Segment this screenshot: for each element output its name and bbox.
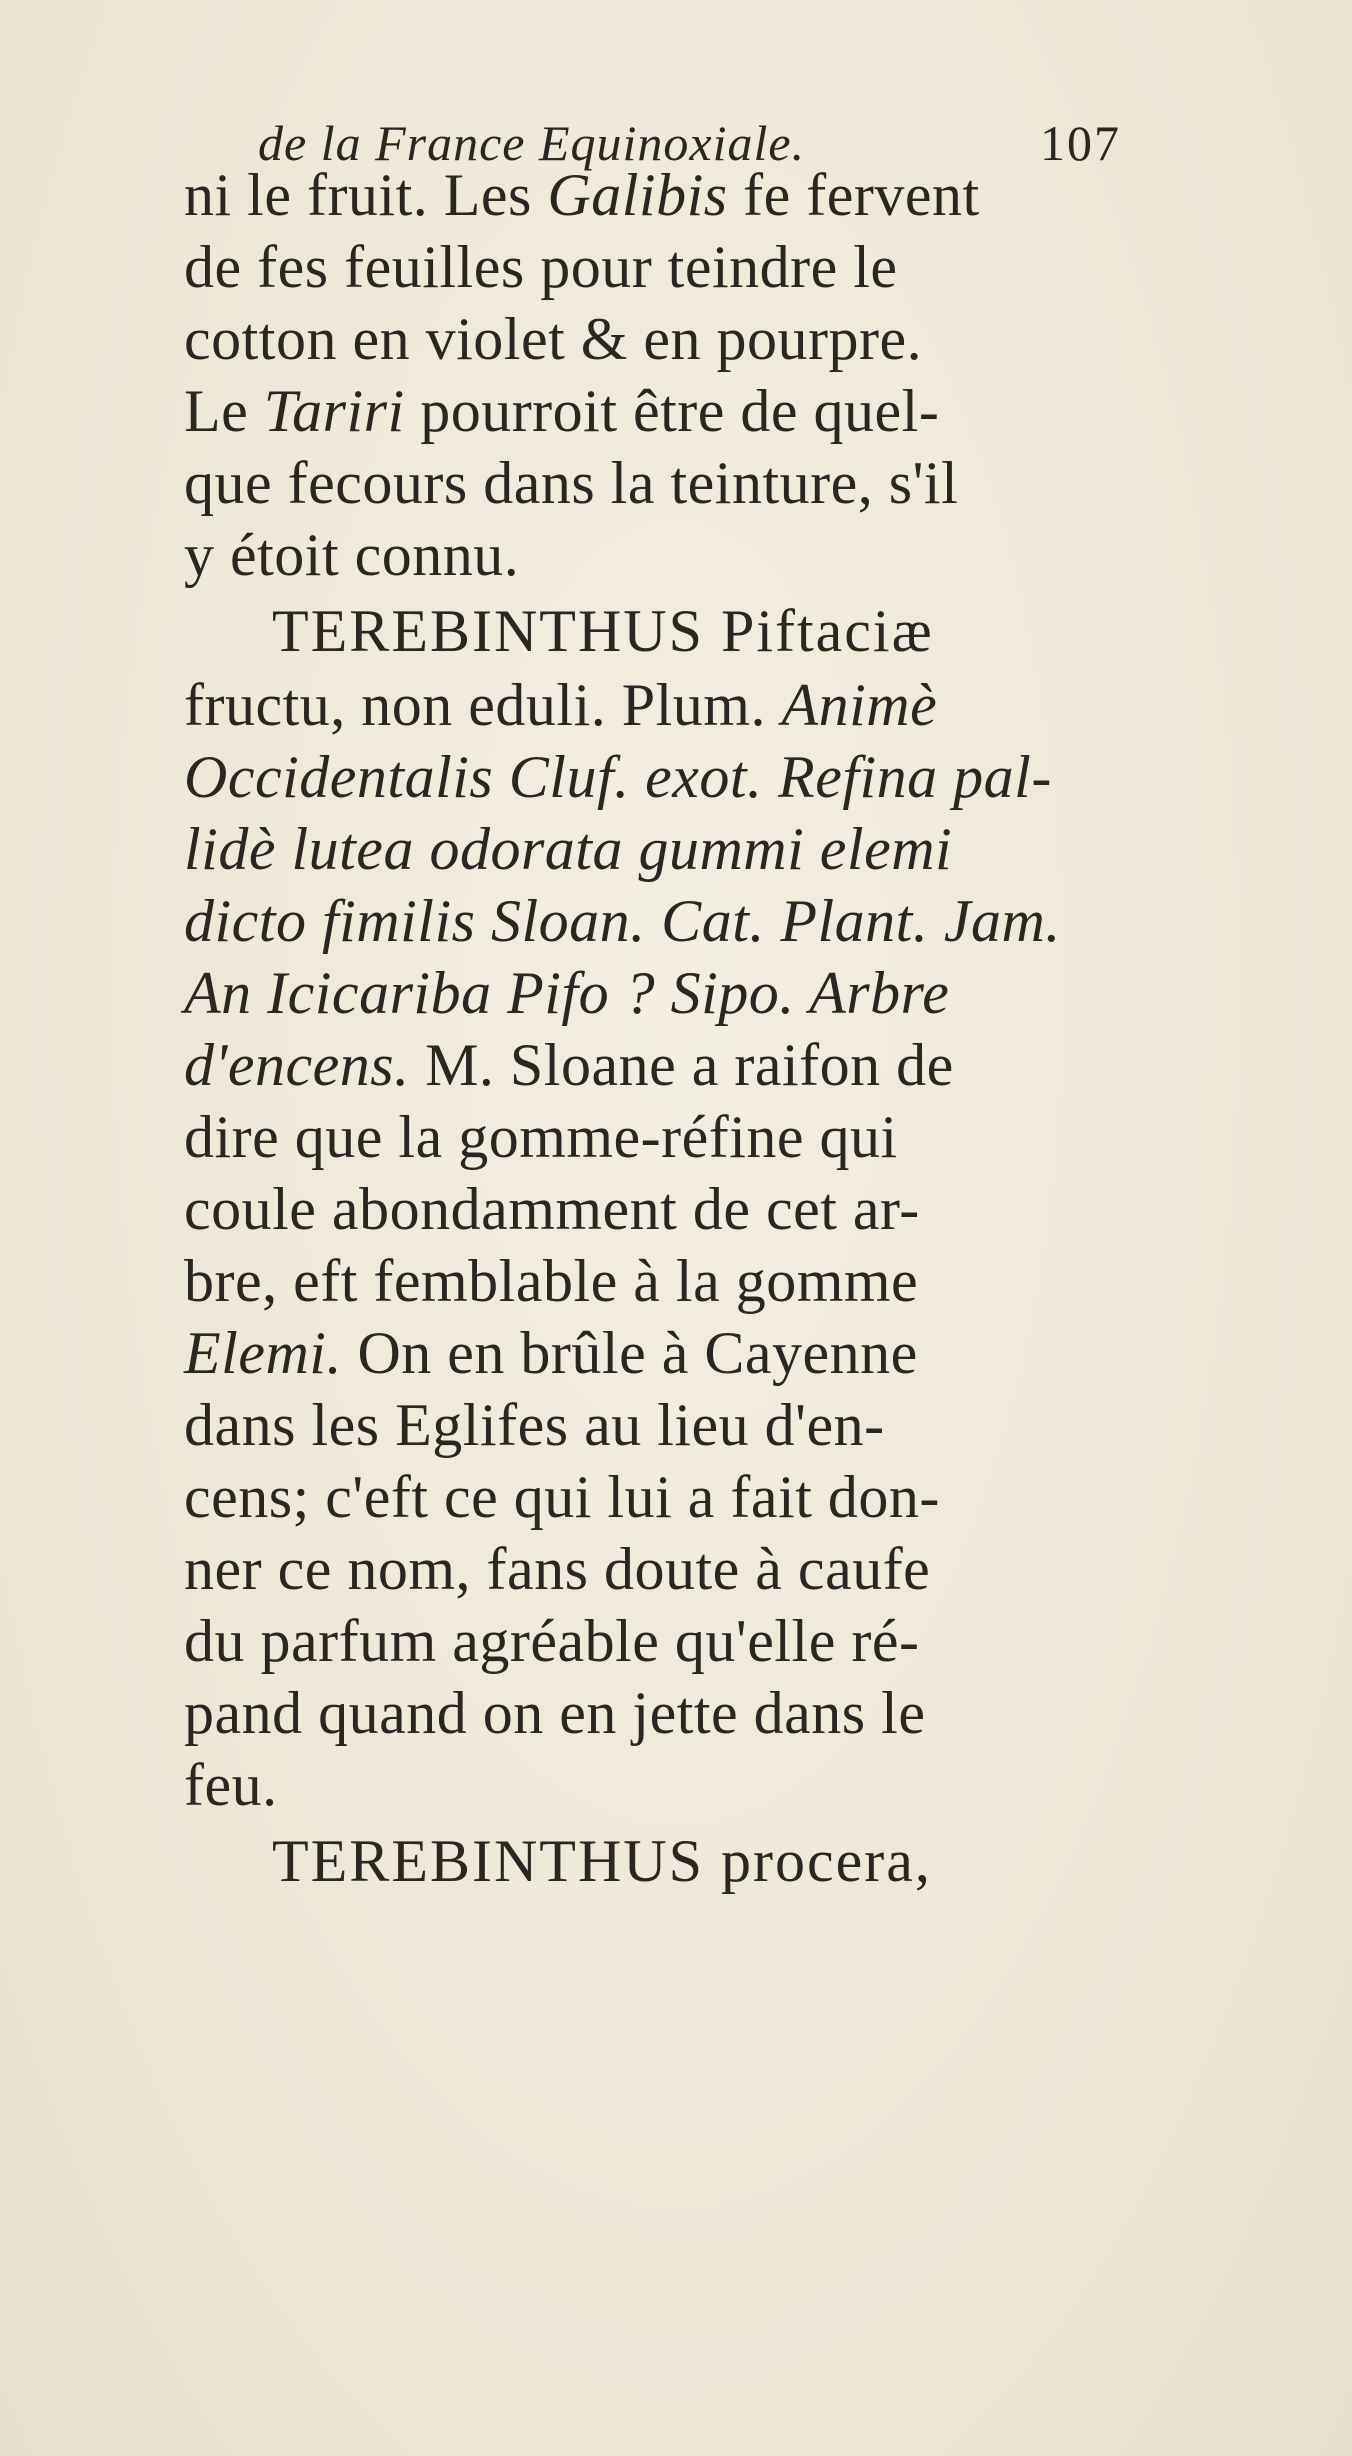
text-line-12 bbox=[184, 958, 1164, 1028]
text-segment: pourroit être de quel- bbox=[404, 378, 940, 444]
text-segment-anime: Animè bbox=[781, 672, 938, 738]
text-line-19 bbox=[184, 1462, 1164, 1532]
text-segment: coule abondamment de cet ar- bbox=[184, 1176, 920, 1242]
text-line-15 bbox=[184, 1174, 1164, 1244]
text-line-20 bbox=[184, 1534, 1164, 1604]
text-line-3 bbox=[184, 304, 1164, 374]
text-line-24-entry-heading bbox=[272, 1826, 1252, 1896]
text-segment: cotton en violet & en pourpre. bbox=[184, 306, 923, 372]
text-segment: M. Sloane a raifon de bbox=[409, 1032, 954, 1098]
text-line-2 bbox=[184, 232, 1164, 302]
text-line-5 bbox=[184, 448, 1164, 518]
text-segment-galibis: Galibis bbox=[547, 162, 728, 228]
text-segment: pand quand on en jette dans le bbox=[184, 1680, 926, 1746]
text-segment: TEREBINTHUS Piftaciæ bbox=[272, 598, 934, 664]
text-line-17 bbox=[184, 1318, 1164, 1388]
text-segment: ner ce nom, fans doute à caufe bbox=[184, 1536, 931, 1602]
text-segment: On en brûle à Cayenne bbox=[341, 1320, 918, 1386]
text-segment: Occidentalis Cluf. exot. Refina pal- bbox=[184, 744, 1052, 810]
text-segment-dencens: d'encens. bbox=[184, 1032, 410, 1098]
text-line-6 bbox=[184, 520, 1164, 590]
text-segment: dire que la gomme-réfine qui bbox=[184, 1104, 898, 1170]
text-segment-elemi: Elemi. bbox=[184, 1320, 342, 1386]
text-segment: An Icicariba Pifo ? Sipo. Arbre bbox=[184, 960, 950, 1026]
text-segment-tariri: Tariri bbox=[263, 378, 405, 444]
text-segment: bre, eft femblable à la gomme bbox=[184, 1248, 919, 1314]
text-line-23 bbox=[184, 1750, 1164, 1820]
text-line-1 bbox=[184, 160, 1164, 230]
text-segment: dans les Eglifes au lieu d'en- bbox=[184, 1392, 885, 1458]
text-segment: du parfum agréable qu'elle ré- bbox=[184, 1608, 920, 1674]
text-line-18 bbox=[184, 1390, 1164, 1460]
text-segment: ni le fruit. Les bbox=[184, 162, 548, 228]
text-line-7-entry-heading bbox=[272, 596, 1252, 666]
text-line-14 bbox=[184, 1102, 1164, 1172]
text-segment: que fecours dans la teinture, s'il bbox=[184, 450, 959, 516]
text-line-11 bbox=[184, 886, 1164, 956]
text-segment: Le bbox=[184, 378, 264, 444]
text-segment: y étoit connu. bbox=[184, 522, 520, 588]
text-segment: feu. bbox=[184, 1752, 278, 1818]
text-segment: cens; c'eft ce qui lui a fait don- bbox=[184, 1464, 940, 1530]
text-segment: TEREBINTHUS procera, bbox=[272, 1828, 932, 1894]
text-line-8 bbox=[184, 670, 1164, 740]
text-segment: de fes feuilles pour teindre le bbox=[184, 234, 898, 300]
text-segment: lidè lutea odorata gummi elemi bbox=[184, 816, 953, 882]
text-line-16 bbox=[184, 1246, 1164, 1316]
running-title: de la France Equinoxiale. bbox=[258, 115, 806, 171]
text-line-13 bbox=[184, 1030, 1164, 1100]
text-line-10 bbox=[184, 814, 1164, 884]
text-segment: fe fervent bbox=[727, 162, 980, 228]
page-number: 107 bbox=[1040, 115, 1121, 171]
text-segment: dicto fimilis Sloan. Cat. Plant. Jam. bbox=[184, 888, 1061, 954]
text-segment: fructu, non eduli. Plum. bbox=[184, 672, 782, 738]
text-line-21 bbox=[184, 1606, 1164, 1676]
text-line-9 bbox=[184, 742, 1164, 812]
text-line-4 bbox=[184, 376, 1164, 446]
text-line-22 bbox=[184, 1678, 1164, 1748]
